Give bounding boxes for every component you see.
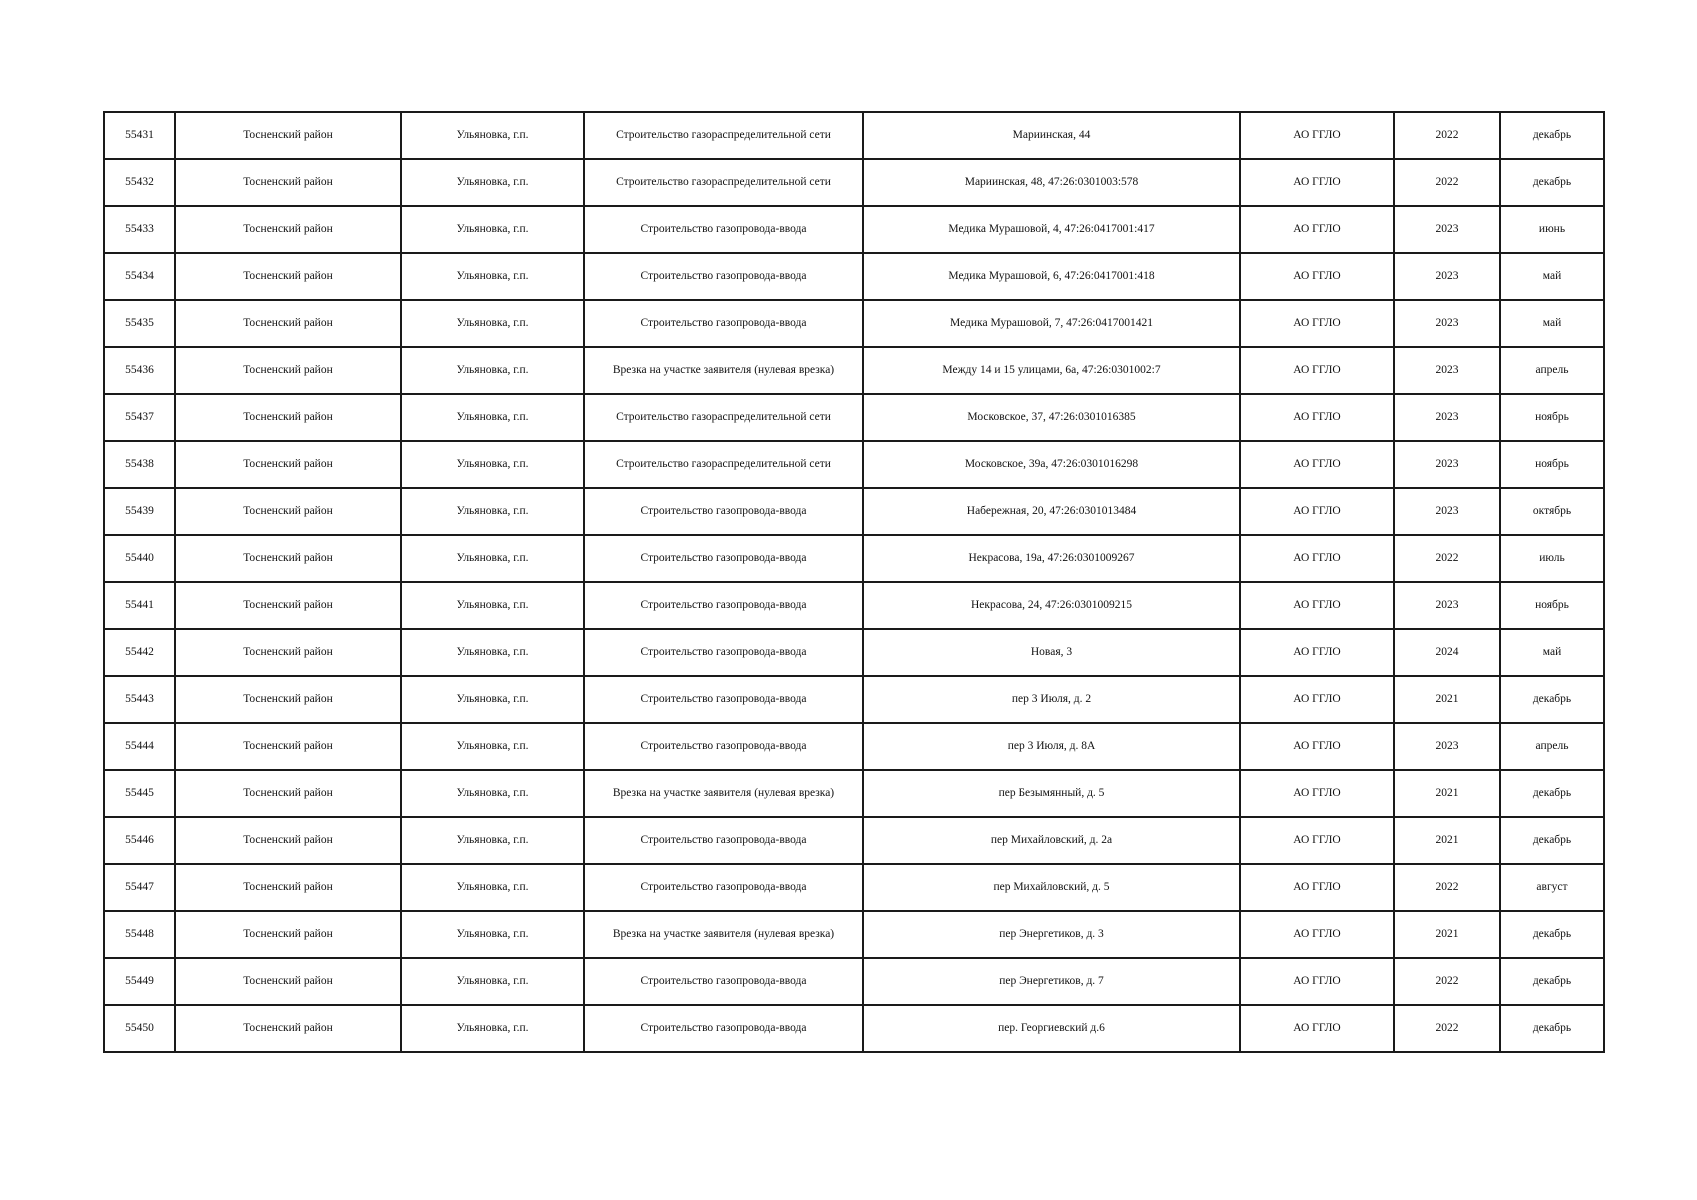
- cell-month: декабрь: [1500, 676, 1604, 723]
- cell-district: Тосненский район: [175, 206, 401, 253]
- cell-month: май: [1500, 300, 1604, 347]
- cell-organization: АО ГГЛО: [1240, 159, 1394, 206]
- cell-work-type: Строительство газораспределительной сети: [584, 394, 863, 441]
- cell-district: Тосненский район: [175, 394, 401, 441]
- cell-year: 2022: [1394, 864, 1500, 911]
- cell-month: ноябрь: [1500, 441, 1604, 488]
- cell-organization: АО ГГЛО: [1240, 864, 1394, 911]
- cell-settlement: Ульяновка, г.п.: [401, 206, 584, 253]
- table-row: [104, 723, 1604, 770]
- cell-year: 2023: [1394, 488, 1500, 535]
- cell-id: 55437: [104, 394, 175, 441]
- cell-organization: АО ГГЛО: [1240, 112, 1394, 159]
- cell-address: Некрасова, 19а, 47:26:0301009267: [863, 535, 1240, 582]
- cell-year: 2022: [1394, 958, 1500, 1005]
- cell-year: 2021: [1394, 770, 1500, 817]
- cell-id: 55438: [104, 441, 175, 488]
- cell-work-type: Врезка на участке заявителя (нулевая врезка): [584, 347, 863, 394]
- cell-month: май: [1500, 253, 1604, 300]
- cell-settlement: Ульяновка, г.п.: [401, 253, 584, 300]
- cell-id: 55445: [104, 770, 175, 817]
- cell-settlement: Ульяновка, г.п.: [401, 1005, 584, 1052]
- cell-work-type: Врезка на участке заявителя (нулевая врезка): [584, 770, 863, 817]
- cell-district: Тосненский район: [175, 770, 401, 817]
- cell-district: Тосненский район: [175, 159, 401, 206]
- cell-year: 2022: [1394, 159, 1500, 206]
- cell-district: Тосненский район: [175, 253, 401, 300]
- table-row: [104, 159, 1604, 206]
- table-row: [104, 535, 1604, 582]
- cell-work-type: Строительство газопровода-ввода: [584, 206, 863, 253]
- cell-address: Некрасова, 24, 47:26:0301009215: [863, 582, 1240, 629]
- table-row: [104, 817, 1604, 864]
- cell-month: декабрь: [1500, 112, 1604, 159]
- cell-month: ноябрь: [1500, 582, 1604, 629]
- cell-organization: АО ГГЛО: [1240, 723, 1394, 770]
- cell-work-type: Строительство газопровода-ввода: [584, 817, 863, 864]
- cell-address: пер Энергетиков, д. 7: [863, 958, 1240, 1005]
- cell-work-type: Строительство газопровода-ввода: [584, 253, 863, 300]
- cell-district: Тосненский район: [175, 300, 401, 347]
- cell-year: 2024: [1394, 629, 1500, 676]
- cell-id: 55435: [104, 300, 175, 347]
- cell-address: пер Безымянный, д. 5: [863, 770, 1240, 817]
- cell-id: 55444: [104, 723, 175, 770]
- cell-id: 55448: [104, 911, 175, 958]
- cell-settlement: Ульяновка, г.п.: [401, 112, 584, 159]
- cell-id: 55449: [104, 958, 175, 1005]
- cell-district: Тосненский район: [175, 723, 401, 770]
- cell-settlement: Ульяновка, г.п.: [401, 347, 584, 394]
- cell-settlement: Ульяновка, г.п.: [401, 911, 584, 958]
- cell-district: Тосненский район: [175, 911, 401, 958]
- cell-address: пер 3 Июля, д. 2: [863, 676, 1240, 723]
- cell-year: 2022: [1394, 535, 1500, 582]
- cell-district: Тосненский район: [175, 535, 401, 582]
- table-row: [104, 676, 1604, 723]
- cell-district: Тосненский район: [175, 112, 401, 159]
- table-row: [104, 441, 1604, 488]
- cell-month: декабрь: [1500, 911, 1604, 958]
- table-row: [104, 582, 1604, 629]
- cell-month: ноябрь: [1500, 394, 1604, 441]
- cell-month: октябрь: [1500, 488, 1604, 535]
- cell-settlement: Ульяновка, г.п.: [401, 723, 584, 770]
- cell-year: 2023: [1394, 394, 1500, 441]
- cell-year: 2023: [1394, 723, 1500, 770]
- table-row: [104, 206, 1604, 253]
- cell-id: 55440: [104, 535, 175, 582]
- cell-year: 2023: [1394, 347, 1500, 394]
- cell-work-type: Строительство газораспределительной сети: [584, 159, 863, 206]
- cell-organization: АО ГГЛО: [1240, 958, 1394, 1005]
- table-body: [104, 112, 1604, 1052]
- cell-settlement: Ульяновка, г.п.: [401, 159, 584, 206]
- cell-organization: АО ГГЛО: [1240, 394, 1394, 441]
- cell-id: 55434: [104, 253, 175, 300]
- cell-id: 55431: [104, 112, 175, 159]
- cell-organization: АО ГГЛО: [1240, 206, 1394, 253]
- cell-year: 2022: [1394, 1005, 1500, 1052]
- table-row: [104, 770, 1604, 817]
- cell-work-type: Строительство газопровода-ввода: [584, 1005, 863, 1052]
- table-row: [104, 629, 1604, 676]
- cell-organization: АО ГГЛО: [1240, 253, 1394, 300]
- gasification-table: [103, 111, 1605, 1053]
- cell-settlement: Ульяновка, г.п.: [401, 629, 584, 676]
- cell-organization: АО ГГЛО: [1240, 535, 1394, 582]
- cell-address: пер. Георгиевский д.6: [863, 1005, 1240, 1052]
- cell-district: Тосненский район: [175, 488, 401, 535]
- cell-month: апрель: [1500, 347, 1604, 394]
- cell-month: июнь: [1500, 206, 1604, 253]
- table-row: [104, 864, 1604, 911]
- table-row: [104, 112, 1604, 159]
- cell-organization: АО ГГЛО: [1240, 770, 1394, 817]
- cell-year: 2022: [1394, 112, 1500, 159]
- cell-address: Медика Мурашовой, 4, 47:26:0417001:417: [863, 206, 1240, 253]
- cell-settlement: Ульяновка, г.п.: [401, 441, 584, 488]
- cell-district: Тосненский район: [175, 582, 401, 629]
- cell-address: Московское, 39а, 47:26:0301016298: [863, 441, 1240, 488]
- cell-month: август: [1500, 864, 1604, 911]
- cell-settlement: Ульяновка, г.п.: [401, 864, 584, 911]
- cell-id: 55447: [104, 864, 175, 911]
- cell-address: Медика Мурашовой, 7, 47:26:0417001421: [863, 300, 1240, 347]
- cell-work-type: Строительство газопровода-ввода: [584, 488, 863, 535]
- cell-district: Тосненский район: [175, 864, 401, 911]
- cell-month: декабрь: [1500, 159, 1604, 206]
- cell-month: декабрь: [1500, 958, 1604, 1005]
- table-row: [104, 300, 1604, 347]
- cell-settlement: Ульяновка, г.п.: [401, 535, 584, 582]
- cell-work-type: Строительство газопровода-ввода: [584, 535, 863, 582]
- table-row: [104, 488, 1604, 535]
- cell-id: 55443: [104, 676, 175, 723]
- cell-month: июль: [1500, 535, 1604, 582]
- cell-id: 55436: [104, 347, 175, 394]
- cell-month: декабрь: [1500, 770, 1604, 817]
- cell-settlement: Ульяновка, г.п.: [401, 300, 584, 347]
- cell-work-type: Строительство газопровода-ввода: [584, 676, 863, 723]
- cell-settlement: Ульяновка, г.п.: [401, 817, 584, 864]
- cell-district: Тосненский район: [175, 629, 401, 676]
- cell-work-type: Строительство газораспределительной сети: [584, 112, 863, 159]
- cell-year: 2021: [1394, 911, 1500, 958]
- cell-id: 55433: [104, 206, 175, 253]
- cell-address: пер Михайловский, д. 2а: [863, 817, 1240, 864]
- cell-year: 2021: [1394, 817, 1500, 864]
- cell-id: 55446: [104, 817, 175, 864]
- cell-address: Мариинская, 44: [863, 112, 1240, 159]
- cell-address: Между 14 и 15 улицами, 6а, 47:26:0301002:7: [863, 347, 1240, 394]
- cell-district: Тосненский район: [175, 1005, 401, 1052]
- cell-settlement: Ульяновка, г.п.: [401, 958, 584, 1005]
- cell-work-type: Строительство газопровода-ввода: [584, 300, 863, 347]
- cell-settlement: Ульяновка, г.п.: [401, 582, 584, 629]
- cell-district: Тосненский район: [175, 676, 401, 723]
- cell-work-type: Строительство газопровода-ввода: [584, 723, 863, 770]
- cell-id: 55450: [104, 1005, 175, 1052]
- cell-year: 2023: [1394, 441, 1500, 488]
- cell-organization: АО ГГЛО: [1240, 441, 1394, 488]
- cell-organization: АО ГГЛО: [1240, 817, 1394, 864]
- cell-organization: АО ГГЛО: [1240, 488, 1394, 535]
- cell-address: Новая, 3: [863, 629, 1240, 676]
- cell-district: Тосненский район: [175, 817, 401, 864]
- cell-address: пер Энергетиков, д. 3: [863, 911, 1240, 958]
- cell-year: 2023: [1394, 253, 1500, 300]
- cell-district: Тосненский район: [175, 441, 401, 488]
- cell-work-type: Строительство газопровода-ввода: [584, 864, 863, 911]
- cell-address: пер 3 Июля, д. 8А: [863, 723, 1240, 770]
- cell-organization: АО ГГЛО: [1240, 676, 1394, 723]
- cell-month: декабрь: [1500, 1005, 1604, 1052]
- cell-year: 2023: [1394, 582, 1500, 629]
- cell-month: декабрь: [1500, 817, 1604, 864]
- cell-address: пер Михайловский, д. 5: [863, 864, 1240, 911]
- cell-address: Мариинская, 48, 47:26:0301003:578: [863, 159, 1240, 206]
- table-row: [104, 958, 1604, 1005]
- cell-organization: АО ГГЛО: [1240, 1005, 1394, 1052]
- table-row: [104, 347, 1604, 394]
- table-row: [104, 1005, 1604, 1052]
- cell-month: май: [1500, 629, 1604, 676]
- cell-id: 55432: [104, 159, 175, 206]
- cell-address: Набережная, 20, 47:26:0301013484: [863, 488, 1240, 535]
- cell-organization: АО ГГЛО: [1240, 347, 1394, 394]
- cell-work-type: Строительство газопровода-ввода: [584, 958, 863, 1005]
- cell-settlement: Ульяновка, г.п.: [401, 770, 584, 817]
- cell-month: апрель: [1500, 723, 1604, 770]
- cell-organization: АО ГГЛО: [1240, 300, 1394, 347]
- cell-address: Московское, 37, 47:26:0301016385: [863, 394, 1240, 441]
- cell-district: Тосненский район: [175, 347, 401, 394]
- table-row: [104, 911, 1604, 958]
- cell-work-type: Строительство газораспределительной сети: [584, 441, 863, 488]
- cell-organization: АО ГГЛО: [1240, 629, 1394, 676]
- cell-id: 55442: [104, 629, 175, 676]
- cell-settlement: Ульяновка, г.п.: [401, 488, 584, 535]
- cell-id: 55439: [104, 488, 175, 535]
- cell-organization: АО ГГЛО: [1240, 911, 1394, 958]
- cell-settlement: Ульяновка, г.п.: [401, 394, 584, 441]
- table-row: [104, 253, 1604, 300]
- cell-settlement: Ульяновка, г.п.: [401, 676, 584, 723]
- cell-organization: АО ГГЛО: [1240, 582, 1394, 629]
- cell-year: 2023: [1394, 300, 1500, 347]
- table-row: [104, 394, 1604, 441]
- cell-address: Медика Мурашовой, 6, 47:26:0417001:418: [863, 253, 1240, 300]
- cell-district: Тосненский район: [175, 958, 401, 1005]
- cell-id: 55441: [104, 582, 175, 629]
- cell-year: 2021: [1394, 676, 1500, 723]
- cell-work-type: Строительство газопровода-ввода: [584, 582, 863, 629]
- cell-work-type: Врезка на участке заявителя (нулевая врезка): [584, 911, 863, 958]
- cell-work-type: Строительство газопровода-ввода: [584, 629, 863, 676]
- cell-year: 2023: [1394, 206, 1500, 253]
